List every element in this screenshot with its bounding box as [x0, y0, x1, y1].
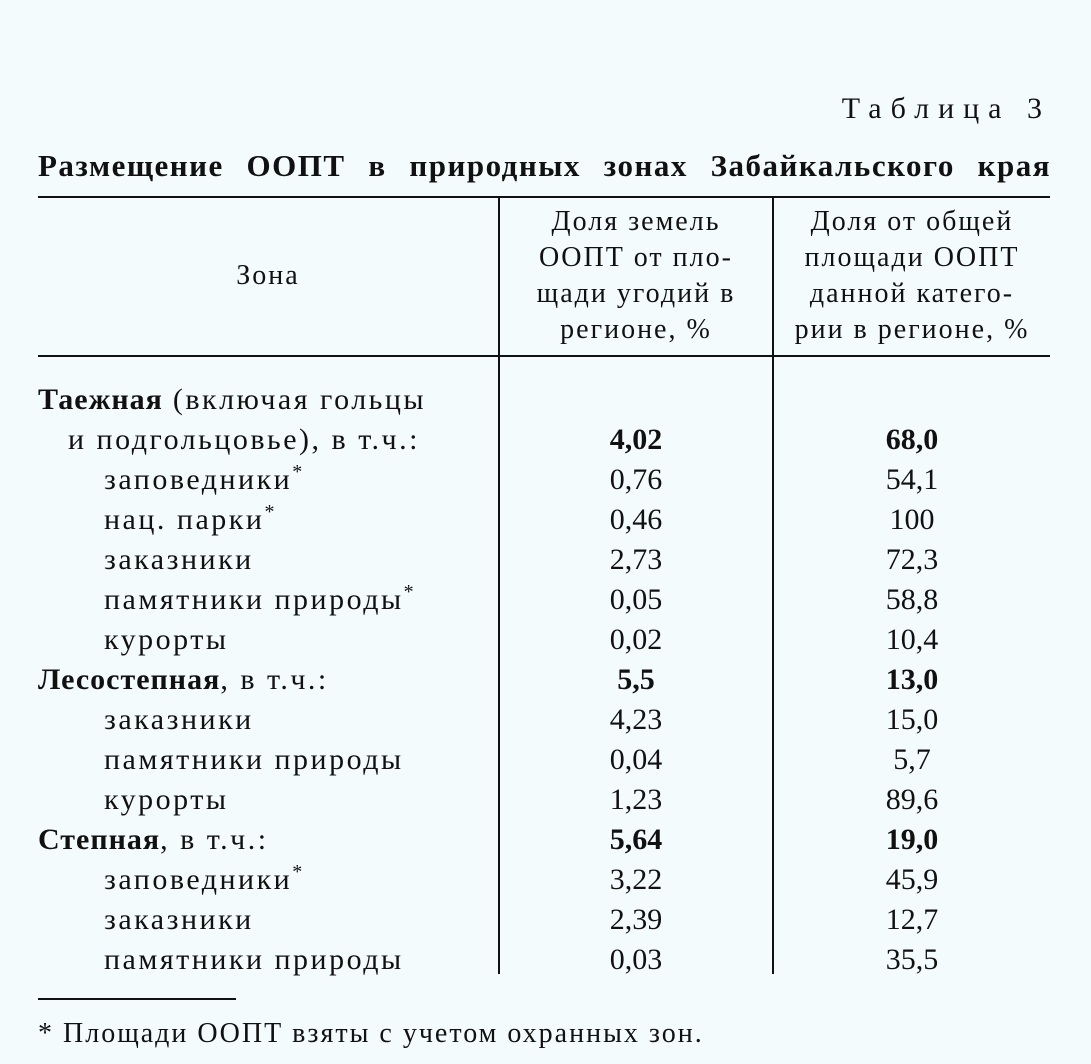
cell-share-of-land: 0,05 [609, 583, 663, 616]
row-label-text: и подгольцовье), в т.ч.: [68, 423, 420, 456]
row-label [38, 820, 269, 860]
cell-share-of-land: 0,02 [609, 623, 663, 656]
row-label-text: нац. парки [104, 503, 265, 536]
row-label [104, 460, 305, 500]
cell-share-of-total: 15,0 [885, 703, 939, 736]
row-label [104, 540, 254, 580]
row-label-text: , в т.ч.: [220, 663, 329, 696]
cell-share-of-land: 0,76 [609, 463, 663, 496]
zone-name: Степная [38, 823, 161, 856]
table-row [0, 700, 1091, 740]
row-label-text: , в т.ч.: [160, 823, 269, 856]
table-row [0, 940, 1091, 980]
row-label-text: заказники [104, 703, 254, 736]
table-row [0, 860, 1091, 900]
table-row [0, 740, 1091, 780]
footnote: * Площади ООПТ взяты с учетом охранных зон. [38, 1018, 704, 1049]
header-share-of-total: Доля от общей площади ООПТ данной катего- рии в регионе, % [794, 206, 1030, 345]
row-label [104, 700, 254, 740]
cell-share-of-land: 0,03 [609, 943, 663, 976]
table-row [0, 620, 1091, 660]
row-label [104, 500, 277, 540]
row-label-text: заповедники [104, 463, 293, 496]
row-label-text: заказники [104, 543, 254, 576]
zone-name: Лесостепная [38, 663, 221, 696]
footnote-rule [38, 998, 236, 1000]
cell-share-of-total: 45,9 [885, 863, 939, 896]
footnote-marker: * [292, 861, 305, 883]
footnote-marker: * [403, 581, 417, 603]
row-label-text: курорты [104, 623, 229, 656]
table-top-rule [38, 196, 1050, 198]
table-row [0, 580, 1091, 620]
cell-share-of-total: 72,3 [885, 543, 939, 576]
cell-share-of-total: 58,8 [885, 583, 939, 616]
zone-name: Таежная [38, 383, 163, 416]
cell-share-of-total: 19,0 [885, 823, 939, 856]
cell-share-of-land: 2,39 [609, 903, 663, 936]
cell-share-of-total: 12,7 [885, 903, 939, 936]
cell-share-of-total: 54,1 [885, 463, 939, 496]
header-bottom-rule [38, 355, 1050, 357]
table-row [0, 900, 1091, 940]
table-row [0, 500, 1091, 540]
cell-share-of-total: 89,6 [885, 783, 939, 816]
header-share-of-land: Доля земель ООПТ от пло- щади угодий в регионе, % [536, 206, 736, 345]
cell-share-of-land: 0,04 [609, 743, 663, 776]
row-label-text: (включая гольцы [162, 383, 427, 416]
cell-share-of-total: 10,4 [885, 623, 939, 656]
table-row [0, 780, 1091, 820]
row-label [104, 900, 254, 940]
row-label-text: памятники природы [104, 943, 404, 976]
cell-share-of-land: 5,64 [609, 823, 663, 856]
table-body [0, 380, 1091, 980]
row-label-text: заповедники [104, 863, 293, 896]
row-label [104, 940, 404, 980]
cell-share-of-land: 1,23 [609, 783, 663, 816]
cell-share-of-land: 4,02 [609, 423, 663, 456]
row-label [104, 740, 404, 780]
row-label [104, 620, 229, 660]
footnote-marker: * [264, 501, 277, 523]
table-label: Таблица 3 [841, 92, 1051, 125]
row-label [68, 420, 420, 460]
cell-share-of-land: 3,22 [609, 863, 663, 896]
row-label-text: курорты [104, 783, 229, 816]
table-row [0, 460, 1091, 500]
cell-share-of-land: 4,23 [609, 703, 663, 736]
table-title: Размещение ООПТ в природных зонах Забайкальского края [38, 148, 1051, 183]
row-label-text: памятники природы [104, 743, 404, 776]
row-label-text: памятники природы [104, 583, 404, 616]
cell-share-of-total: 35,5 [885, 943, 939, 976]
cell-share-of-land: 5,5 [617, 663, 655, 696]
table-row [0, 820, 1091, 860]
cell-share-of-total: 5,7 [893, 743, 931, 776]
table-row [0, 540, 1091, 580]
footnote-marker: * [292, 461, 305, 483]
table-row [0, 420, 1091, 460]
row-label [104, 860, 305, 900]
table-row [0, 380, 1091, 420]
row-label [104, 780, 229, 820]
row-label [38, 660, 329, 700]
cell-share-of-total: 68,0 [885, 423, 939, 456]
cell-share-of-land: 2,73 [609, 543, 663, 576]
cell-share-of-total: 13,0 [885, 663, 939, 696]
row-label [104, 580, 416, 620]
cell-share-of-total: 100 [889, 503, 935, 536]
header-zone: Зона [236, 260, 300, 291]
row-label-text: заказники [104, 903, 254, 936]
row-label [38, 380, 426, 420]
table-row [0, 660, 1091, 700]
cell-share-of-land: 0,46 [609, 503, 663, 536]
